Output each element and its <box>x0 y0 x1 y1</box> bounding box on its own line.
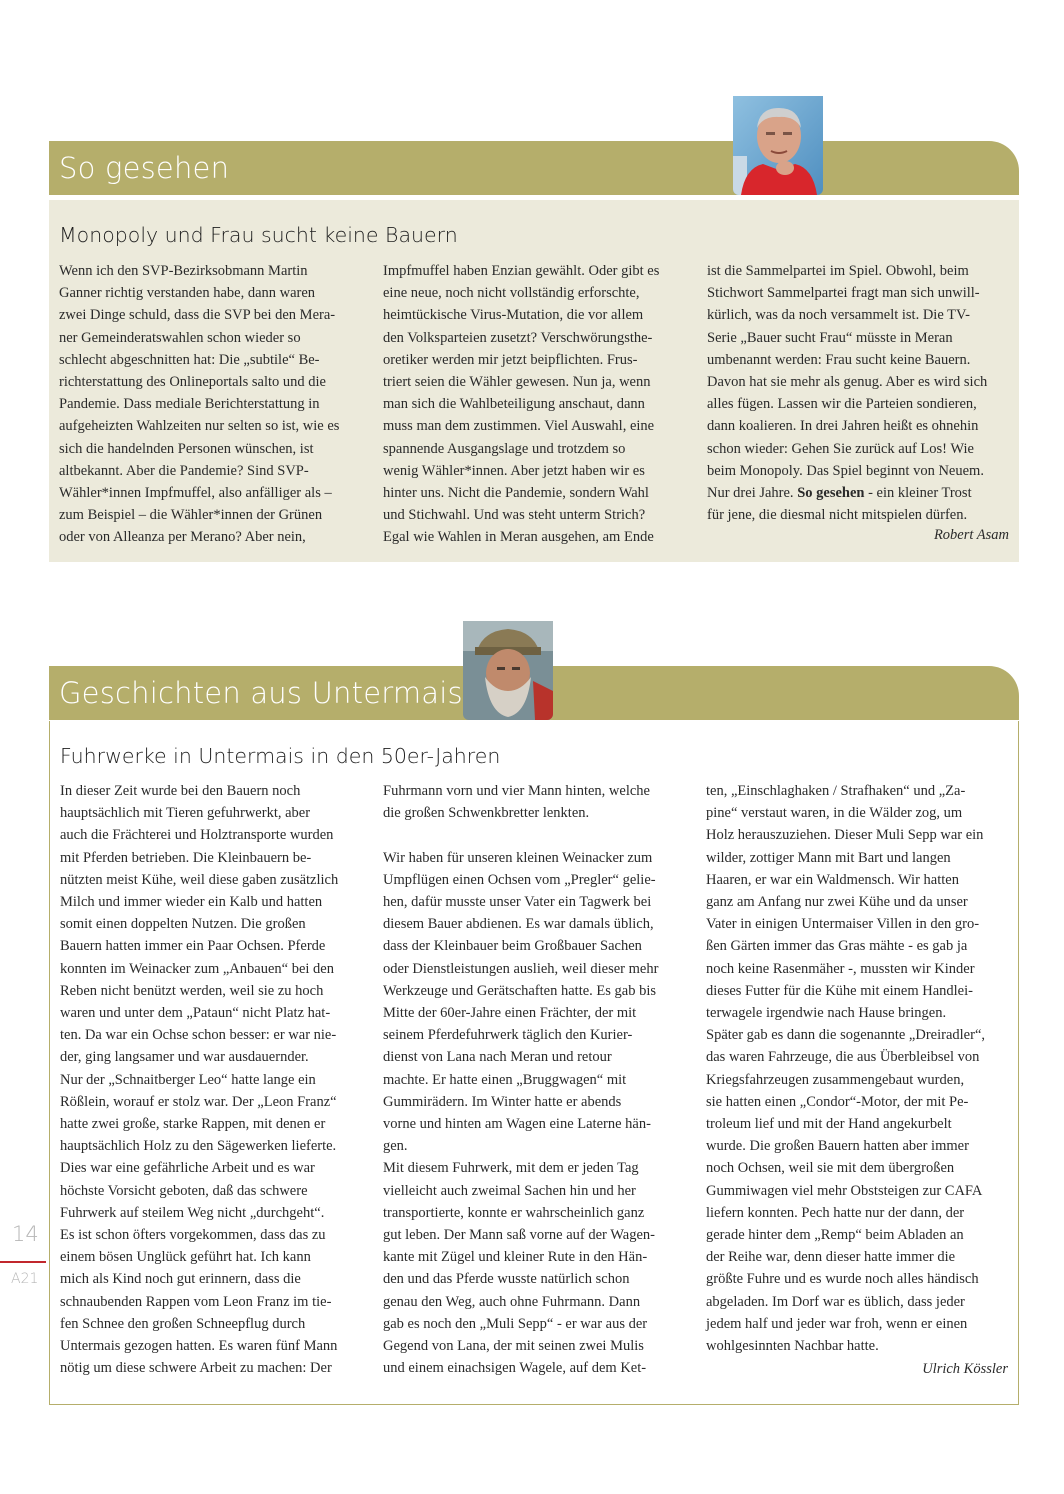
text-line: Es ist schon öfters vorgekommen, dass das zu <box>60 1227 326 1244</box>
text-line: ten. Da war ein Ochse schon besser: er war nie- <box>60 1027 337 1044</box>
article-column-2 <box>383 780 688 1379</box>
section-banner-so-gesehen <box>49 141 1019 195</box>
article-column-3 <box>706 780 1011 1357</box>
text-line: schlecht abgeschnitten hat: Die „subtile“ Be- <box>59 351 320 368</box>
article-column-1 <box>59 260 364 549</box>
text-line: und Stichwahl. Und was steht unterm Strich? <box>383 507 646 524</box>
text-line <box>707 482 1012 504</box>
text-line: gen. <box>383 1138 408 1155</box>
text-line: zum Beispiel – die Wähler*innen der Grünen <box>59 507 323 524</box>
text-line: nützten meist Kühe, weil diese gaben zusätzlich <box>60 871 339 888</box>
text-line: schon wieder: Gehen Sie zurück auf Los! Wie <box>707 440 974 457</box>
text-line: Pandemie. Dass mediale Berichterstattung in <box>59 396 320 413</box>
text-line: noch Ochsen, weil sie mit dem übergroßen <box>706 1160 955 1177</box>
text-line: ist die Sammelpartei im Spiel. Obwohl, beim <box>707 263 969 279</box>
author-photo-robert-asam <box>733 96 823 195</box>
text-line: Wir haben für unseren kleinen Weinacker zum <box>383 849 653 866</box>
text-line: dieses Futter für die Kühe mit einem Handlei- <box>706 982 973 999</box>
text-line: für jene, die diesmal nicht mitspielen dürfen. <box>707 507 968 524</box>
text-line: größte Fuhre und es wurde noch alles händisch <box>706 1271 979 1288</box>
text-line: Dies war eine gefährliche Arbeit und es war <box>60 1160 315 1177</box>
text-line: konnten im Weinacker zum „Anbauen“ bei den <box>60 960 334 977</box>
text-line: hauptsächlich Holz zu den Sägewerken lieferte. <box>60 1138 337 1155</box>
text-line: Milch und immer wieder ein Kalb und hatten <box>60 894 323 911</box>
text-line: mich als Kind noch gut erinnern, dass die <box>60 1271 301 1288</box>
text-line: gab es noch den „Muli Sepp“ - er war aus der <box>383 1315 648 1332</box>
text-line: Umpflügen einen Ochsen vom „Pregler“ gelie- <box>383 871 656 888</box>
text-line: mit Pferden betrieben. Die Kleinbauern be- <box>60 849 312 866</box>
page-number: 14 <box>12 1222 39 1246</box>
text-line: troleum lief und mit der Hand angekurbelt <box>706 1116 952 1133</box>
text-line: Gummirädern. Im Winter hatte er abends <box>383 1093 622 1110</box>
text-line: jedem half und jeder war froh, wenn er einen <box>706 1315 968 1332</box>
text-line: hauptsächlich mit Tieren gefuhrwerkt, aber <box>60 805 311 822</box>
text-line: transportierte, konnte er wahrscheinlich ganz <box>383 1204 645 1221</box>
text-line: das waren Fahrzeuge, die aus Überbleibsel von <box>706 1049 980 1066</box>
text-line: noch keine Rasenmäher -, mussten wir Kinder <box>706 960 975 977</box>
page-label: A21 <box>11 1271 39 1287</box>
text-fragment: - ein kleiner Trost <box>864 485 972 502</box>
text-line: Impfmuffel haben Enzian gewählt. Oder gibt es <box>383 263 660 279</box>
text-line: sie hatten einen „Condor“-Motor, der mit Pe- <box>706 1093 969 1110</box>
text-line: beim Monopoly. Das Spiel beginnt von Neuem. <box>707 462 984 479</box>
text-line: und einem einachsigen Wagele, auf dem Ket- <box>383 1360 647 1377</box>
text-line: dass der Kleinbauer beim Großbauer Sachen <box>383 938 642 955</box>
text-line: vielleicht auch zweimal Sachen hin und her <box>383 1182 636 1199</box>
author-signature: Ulrich Kössler <box>922 1361 1008 1377</box>
text-line: alles fügen. Lassen wir die Parteien sondieren, <box>707 396 977 413</box>
text-line: Ganner richtig verstanden habe, dann waren <box>59 285 316 302</box>
text-line: altbekannt. Aber die Pandemie? Sind SVP- <box>59 462 309 479</box>
text-line: ner Gemeinderatswahlen schon wieder so <box>59 329 301 346</box>
text-line: hen, dafür musste unser Vater ein Tagwerk bei <box>383 894 652 910</box>
text-line: eine neue, noch nicht vollständig erforschte, <box>383 285 640 302</box>
text-line: oder von Alleanza per Merano? Aber nein, <box>59 529 306 546</box>
text-line: fen Schnee den großen Schneepflug durch <box>60 1315 306 1332</box>
text-line: man sich die Wahlbeteiligung anschaut, dann <box>383 396 645 413</box>
text-line: abgeladen. Im Dorf war es üblich, dass jeder <box>706 1293 965 1310</box>
text-line: oretiker werden mir jetzt beipflichten. Frus- <box>383 351 638 368</box>
article-column-1 <box>60 780 365 1379</box>
text-line: Kriegsfahrzeugen zusammengebaut wurden, <box>706 1071 965 1088</box>
text-line: Haaren, er war ein Waldmensch. Wir hatten <box>706 871 959 888</box>
text-line: ten, „Einschlaghaken / Strafhaken“ und „Za- <box>706 783 966 799</box>
text-line: Wähler*innen Impfmuffel, also anfälliger als – <box>59 485 332 502</box>
emphasis-so-gesehen: So gesehen <box>797 485 865 502</box>
text-line: hatte zwei große, starke Rappen, mit denen er <box>60 1116 326 1133</box>
text-line: wilder, zottiger Mann mit Bart und langen <box>706 849 951 866</box>
text-line: Fuhrwerk auf steilem Weg nicht „durchgeht“. <box>60 1204 325 1221</box>
text-line: der, ging langsamer und war ausdauernder. <box>60 1049 309 1066</box>
text-line: somit einen doppelten Nutzen. Die großen <box>60 916 306 933</box>
text-line: wenig Wähler*innen. Aber jetzt haben wir es <box>383 462 645 479</box>
text-line: kürlich, was da noch versammelt ist. Die TV- <box>707 307 970 324</box>
text-line: hinter uns. Nicht die Pandemie, sondern Wahl <box>383 485 649 502</box>
text-line: muss man dem zustimmen. Viel Auswahl, eine <box>383 418 655 435</box>
text-line: gut leben. Der Mann saß vorne auf der Wagen- <box>383 1227 655 1244</box>
text-line: Bauern hatten immer ein Paar Ochsen. Pferde <box>60 938 326 955</box>
text-line: gerade hinter dem „Remp“ beim Abladen an <box>706 1227 964 1244</box>
article-headline: Monopoly und Frau sucht keine Bauern <box>59 223 458 247</box>
text-line: dienst von Lana nach Meran und retour <box>383 1049 612 1066</box>
text-line: vorne und hinten am Wagen eine Laterne hän- <box>383 1116 651 1133</box>
text-line: Fuhrmann vorn und vier Mann hinten, welche <box>383 783 650 799</box>
text-line: oder Dienstleistungen auslieh, weil dieser mehr <box>383 960 659 977</box>
page-number-rule <box>0 1261 46 1263</box>
text-line: Holz herauszuziehen. Dieser Muli Sepp war ein <box>706 827 984 844</box>
text-line: auch die Frächterei und Holztransporte wurden <box>60 827 334 844</box>
text-line: Stichwort Sammelpartei fragt man sich unwill- <box>707 285 980 302</box>
text-line: sich die handelnden Personen wünschen, ist <box>59 440 314 457</box>
column-article-box <box>49 200 1019 562</box>
text-line: ßen Gärten immer das Gras mähte - es gab ja <box>706 938 968 955</box>
text-line: Egal wie Wahlen in Meran ausgehen, am Ende <box>383 529 654 546</box>
text-line: terwagele irgendwie nach Hause bringen. <box>706 1005 947 1022</box>
text-line: den Volksparteien zusetzt? Verschwörungsthe- <box>383 329 653 346</box>
text-line: Wenn ich den SVP-Bezirksobmann Martin <box>59 263 308 279</box>
text-line: Vater in einigen Untermaiser Villen in den gro- <box>706 916 980 933</box>
author-signature: Robert Asam <box>933 527 1009 543</box>
text-line: Werkzeuge und Gerätschaften hatte. Es gab bis <box>383 982 657 999</box>
section-title: So gesehen <box>59 151 230 185</box>
text-line: aufgeheizten Wahlzeiten nur selten so ist, wie es <box>59 418 340 435</box>
text-line: richterstattung des Onlineportals salto und die <box>59 374 326 391</box>
text-line: nötig um diese schwere Arbeit zu machen: Der <box>60 1360 332 1377</box>
text-line: wurde. Die großen Bauern hatten aber immer <box>706 1138 969 1155</box>
text-line: seinem Pferdefuhrwerk täglich den Kurier- <box>383 1027 633 1044</box>
text-line: Reben nicht benützt werden, weil sie zu hoch <box>60 982 324 999</box>
story-article-box <box>49 721 1019 1405</box>
paragraph-gap <box>383 824 688 846</box>
text-line: Gegend von Lana, der mit seinen zwei Mulis <box>383 1338 644 1355</box>
article-headline: Fuhrwerke in Untermais in den 50er-Jahren <box>60 744 501 768</box>
text-line: den und das Pferde wusste natürlich schon <box>383 1271 630 1288</box>
section-title: Geschichten aus Untermais <box>59 676 463 710</box>
text-line: kante mit Zügel und kleiner Rute in den Hän- <box>383 1249 648 1266</box>
text-line: umbenannt werden: Frau sucht keine Bauern. <box>707 351 971 368</box>
text-line: Davon hat sie mehr als genug. Aber es wird sich <box>707 374 988 391</box>
text-line: schnaubenden Rappen vom Leon Franz im tie- <box>60 1293 332 1310</box>
text-line: die großen Schwenkbretter lenkten. <box>383 805 590 822</box>
author-photo-ulrich-koessler <box>463 621 553 720</box>
text-line: Rößlein, worauf er stolz war. Der „Leon Franz“ <box>60 1093 337 1110</box>
text-line: Serie „Bauer sucht Frau“ müsste in Meran <box>707 329 953 346</box>
text-line: waren und unter dem „Pataun“ nicht Platz hat- <box>60 1005 331 1022</box>
text-line: zwei Dinge schuld, dass die SVP bei den Mera- <box>59 307 336 324</box>
text-line: Mit diesem Fuhrwerk, mit dem er jeden Tag <box>383 1160 639 1177</box>
article-column-3 <box>707 260 1012 526</box>
text-line: liefern konnten. Pech hatte nur der dann, der <box>706 1204 965 1221</box>
text-line: spannende Ausgangslage und trotzdem so <box>383 440 626 457</box>
text-line: wohlgesinnten Nachbar hatte. <box>706 1338 879 1355</box>
text-line: Später gab es dann die sogenannte „Dreiradler“, <box>706 1027 986 1044</box>
text-line: der Reihe war, denn dieser hatte immer die <box>706 1249 956 1266</box>
text-line: einem bösen Unglück geführt hat. Ich kann <box>60 1249 311 1266</box>
text-line: In dieser Zeit wurde bei den Bauern noch <box>60 783 301 799</box>
text-line: Mitte der 60er-Jahre einen Frächter, der mit <box>383 1005 637 1022</box>
text-line: machte. Er hatte einen „Bruggwagen“ mit <box>383 1071 627 1088</box>
text-line: ganz am Anfang nur zwei Kühe und da unser <box>706 894 968 911</box>
text-line: Nur der „Schnaitberger Leo“ hatte lange ein <box>60 1071 316 1088</box>
text-line: pine“ verstaut waren, in die Wälder zog, um <box>706 805 963 822</box>
text-line: dann koalieren. In drei Jahren heißt es ohnehin <box>707 418 979 435</box>
text-line: heimtückische Virus-Mutation, die vor allem <box>383 307 644 324</box>
text-line: genau den Weg, auch ohne Fuhrmann. Dann <box>383 1293 641 1310</box>
text-line: Untermais gezogen hatten. Es waren fünf Mann <box>60 1338 338 1355</box>
text-fragment: Nur drei Jahre. <box>707 485 798 502</box>
text-line: Gummiwagen viel mehr Obststeigen zur CAFA <box>706 1182 983 1199</box>
text-line: diesem Bauer abdienen. Es war damals üblich, <box>383 916 654 933</box>
text-line: triert seien die Wähler gewesen. Nun ja, wenn <box>383 374 651 391</box>
text-line: höchste Vorsicht geboten, daß das schwere <box>60 1182 308 1199</box>
article-column-2 <box>383 260 688 549</box>
